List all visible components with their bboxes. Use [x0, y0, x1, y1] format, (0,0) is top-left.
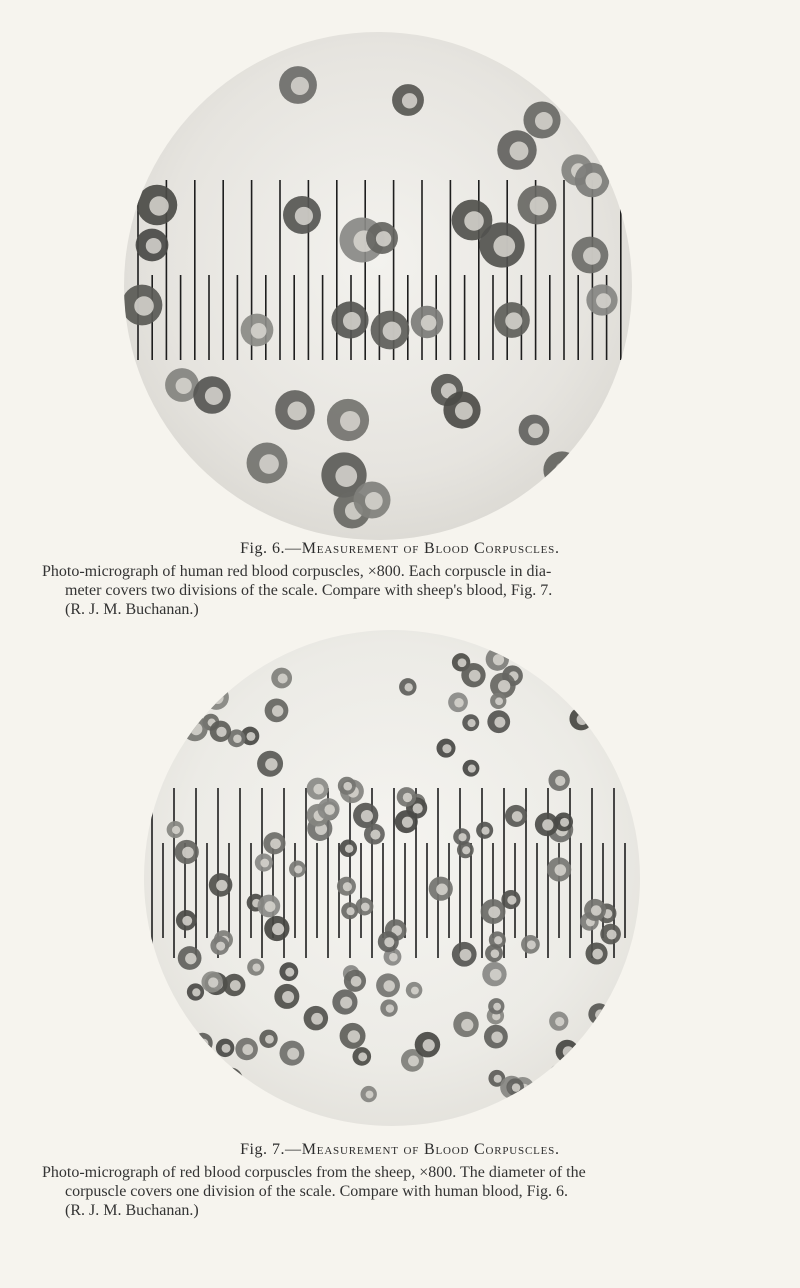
corpuscle — [210, 936, 229, 955]
corpuscle — [462, 714, 479, 731]
corpuscle — [136, 229, 169, 262]
corpuscle — [549, 1012, 568, 1031]
corpuscle — [289, 861, 306, 878]
corpuscle — [569, 707, 592, 730]
corpuscle — [596, 1083, 614, 1101]
corpuscle — [457, 842, 474, 859]
corpuscle — [353, 481, 390, 518]
corpuscle — [279, 962, 298, 981]
corpuscle — [255, 853, 273, 871]
corpuscle — [448, 692, 468, 712]
corpuscle — [523, 101, 560, 138]
corpuscle — [235, 1038, 258, 1061]
corpuscle — [406, 982, 423, 999]
corpuscle — [265, 699, 289, 723]
corpuscle — [258, 895, 281, 918]
human-blood-micrograph — [122, 30, 634, 542]
corpuscle — [376, 973, 400, 997]
corpuscle — [137, 185, 178, 226]
corpuscle — [490, 693, 506, 709]
corpuscle — [271, 668, 292, 689]
corpuscle — [452, 942, 477, 967]
figure-7-label: Fig. 7. — [240, 1141, 285, 1158]
corpuscle — [337, 877, 356, 896]
corpuscle — [331, 301, 368, 338]
corpuscle — [364, 824, 385, 845]
corpuscle — [187, 983, 204, 1000]
corpuscle — [463, 760, 480, 777]
figure-7-caption — [38, 1163, 586, 1220]
caption-line: (R. J. M. Buchanan.) — [65, 601, 199, 618]
corpuscle — [584, 899, 606, 921]
corpuscle — [487, 710, 510, 733]
corpuscle — [327, 399, 369, 441]
corpuscle — [247, 959, 264, 976]
corpuscle — [371, 311, 410, 350]
corpuscle — [588, 1003, 610, 1025]
corpuscle — [482, 962, 506, 986]
corpuscle — [521, 935, 540, 954]
corpuscle — [275, 390, 315, 430]
corpuscle — [279, 66, 317, 104]
corpuscle — [453, 1012, 478, 1037]
corpuscle — [247, 443, 288, 484]
figure-6-title — [0, 540, 800, 558]
corpuscle — [361, 1086, 377, 1102]
corpuscle — [588, 649, 613, 674]
corpuscle — [167, 821, 184, 838]
corpuscle — [392, 84, 424, 116]
corpuscle — [600, 924, 621, 945]
corpuscle — [485, 944, 503, 962]
corpuscle — [397, 787, 417, 807]
corpuscle — [488, 998, 504, 1014]
corpuscle — [586, 284, 617, 315]
corpuscle — [486, 648, 509, 671]
corpuscle — [210, 721, 231, 742]
corpuscle — [178, 946, 202, 970]
corpuscle — [587, 1072, 608, 1093]
corpuscle — [415, 1032, 441, 1058]
corpuscle — [547, 857, 571, 881]
caption-line: Photo-micrograph of red blood corpuscles from the sheep, ×800. The diameter of the — [42, 1164, 586, 1181]
corpuscle — [519, 415, 550, 446]
corpuscle — [575, 163, 610, 198]
corpuscle — [192, 1033, 212, 1053]
corpuscle — [241, 314, 274, 347]
corpuscle — [366, 222, 398, 254]
caption-line: corpuscle covers one division of the scale. Compare with human blood, Fig. 6. — [65, 1183, 569, 1200]
corpuscle — [257, 751, 283, 777]
corpuscle — [600, 1036, 620, 1056]
corpuscle — [497, 130, 536, 169]
corpuscle — [378, 931, 399, 952]
corpuscle — [283, 196, 321, 234]
corpuscle — [318, 798, 340, 820]
caption-line: meter covers two divisions of the scale. Compare with sheep's blood, Fig. 7. — [65, 582, 553, 599]
corpuscle — [443, 391, 480, 428]
corpuscle — [307, 778, 329, 800]
corpuscle — [461, 663, 485, 687]
corpuscle — [556, 1040, 579, 1063]
corpuscle — [201, 971, 222, 992]
corpuscle — [501, 890, 520, 909]
corpuscle — [193, 376, 231, 414]
corpuscle — [494, 302, 530, 338]
corpuscle — [352, 1047, 371, 1066]
corpuscle — [599, 677, 620, 698]
figure-6-heading: —Measurement of Blood Corpuscles. — [284, 540, 560, 557]
corpuscle — [479, 222, 524, 267]
sheep-blood-micrograph — [142, 628, 642, 1128]
corpuscle — [554, 812, 573, 831]
corpuscle — [182, 715, 208, 741]
corpuscle — [340, 840, 358, 858]
caption-line: (R. J. M. Buchanan.) — [65, 1202, 199, 1219]
corpuscle — [280, 1041, 305, 1066]
corpuscle — [263, 832, 285, 854]
corpuscle — [122, 285, 162, 326]
corpuscle — [344, 970, 366, 992]
figure-7-title — [0, 1141, 800, 1159]
corpuscle — [175, 840, 199, 864]
corpuscle — [572, 237, 609, 274]
corpuscle — [586, 942, 608, 964]
corpuscle — [505, 805, 527, 827]
corpuscle — [411, 306, 443, 338]
corpuscle — [176, 910, 197, 931]
corpuscle — [204, 685, 229, 710]
figure-6-label: Fig. 6. — [240, 540, 285, 557]
corpuscle — [338, 777, 356, 795]
corpuscle — [259, 1030, 277, 1048]
corpuscle — [340, 1023, 366, 1049]
figure-6-caption — [38, 562, 552, 619]
corpuscle — [548, 770, 569, 791]
corpuscle — [543, 451, 580, 488]
corpuscle — [549, 1064, 569, 1084]
corpuscle — [341, 902, 358, 919]
corpuscle — [304, 1006, 329, 1031]
corpuscle — [399, 678, 416, 695]
corpuscle — [209, 873, 233, 897]
corpuscle — [429, 877, 453, 901]
corpuscle — [564, 651, 587, 674]
corpuscle — [484, 1025, 508, 1049]
corpuscle — [506, 1078, 524, 1096]
corpuscle — [355, 898, 373, 916]
corpuscle — [332, 989, 357, 1014]
corpuscle — [476, 822, 493, 839]
corpuscle — [264, 916, 289, 941]
corpuscle — [274, 984, 299, 1009]
corpuscle — [223, 974, 246, 997]
corpuscle — [218, 1067, 243, 1092]
corpuscle — [518, 186, 557, 225]
corpuscle — [481, 899, 506, 924]
corpuscle — [436, 739, 455, 758]
corpuscle — [216, 1039, 235, 1058]
corpuscle — [380, 999, 397, 1016]
figure-7-heading: —Measurement of Blood Corpuscles. — [284, 1141, 560, 1158]
caption-line: Photo-micrograph of human red blood corpuscles, ×800. Each corpuscle in dia- — [42, 563, 552, 580]
